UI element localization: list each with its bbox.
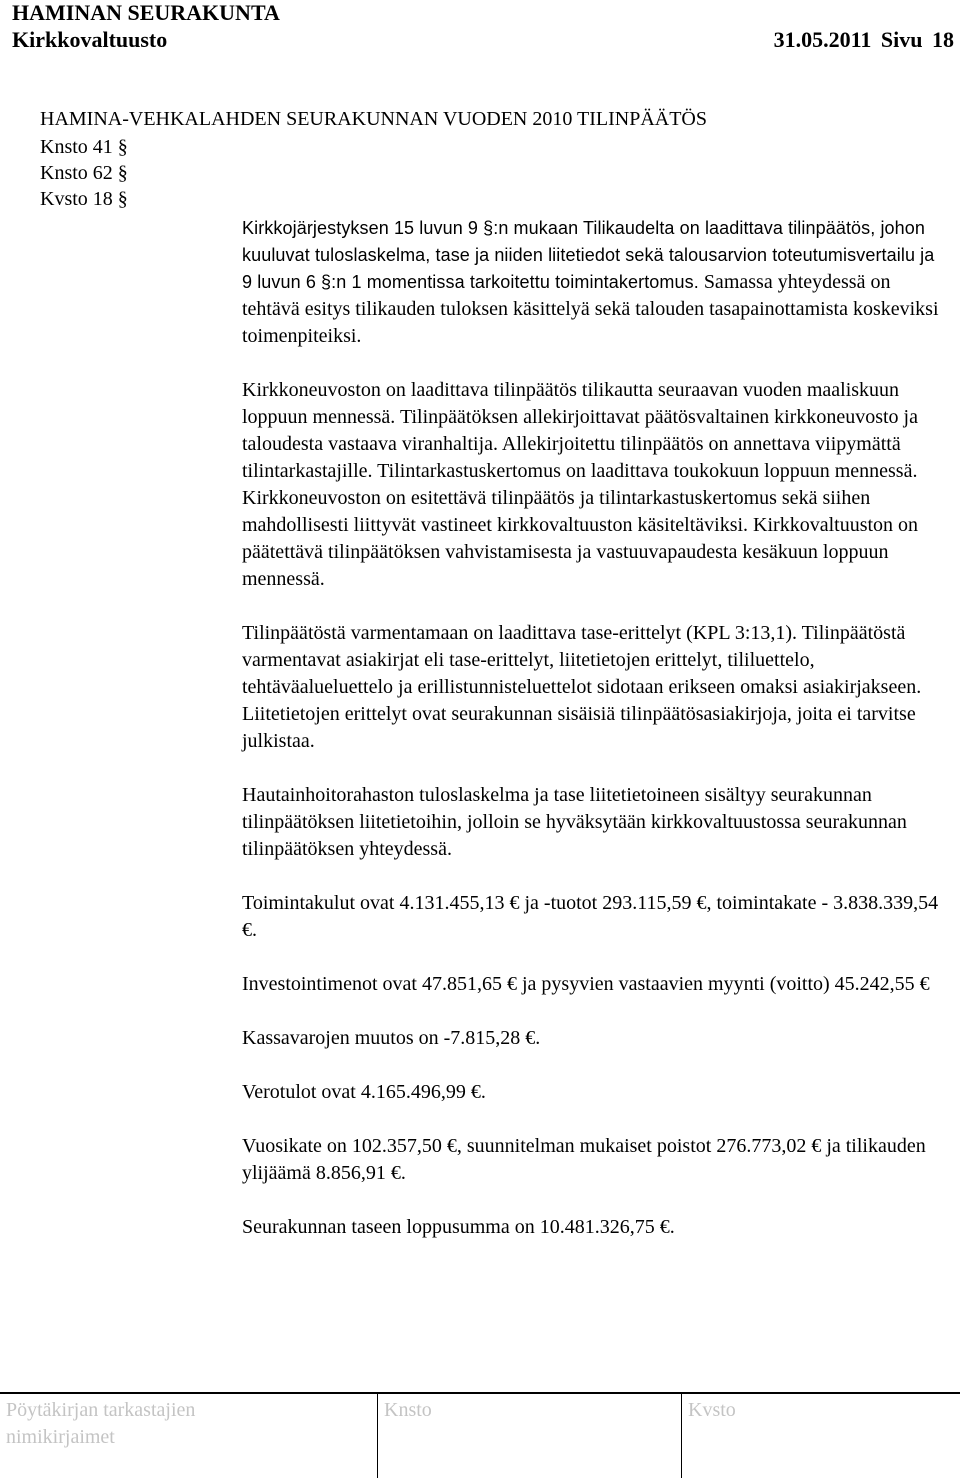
paragraph-legal-basis-text: Kirkkojärjestyksen 15 luvun 9 §:n mukaan Tilikaudelta on laadittava tilinpäätös, johon kuuluvat tuloslaskelma, tase ja niiden liitetiedot sekä talousarvion toteutumisvertailu ja 9 luvun 6 §:n 1 momentissa tarkoitettu toimintakertomus. (242, 218, 935, 292)
date-page (774, 26, 954, 54)
reference-knsto-62: Knsto 62 § (40, 162, 128, 184)
section-title: HAMINA-VEHKALAHDEN SEURAKUNNAN VUODEN 2010 TILINPÄÄTÖS (40, 108, 708, 130)
paragraph-investments: Investointimenot ovat 47.851,65 € ja pysyvien vastaavien myynti (voitto) 45.242,55 € (242, 973, 930, 995)
paragraph-schedule: Kirkkoneuvoston on laadittava tilinpäätös tilikautta seuraavan vuoden maaliskuun loppuun mennessä. Tilinpäätöksen allekirjoittavat päätösvaltainen kirkkoneuvosto ja taloudesta vastaava viranhaltija. Allekirjoitettu tilinpäätös on annettava viipymättä tilintarkastajille. Tilintarkastuskertomus on laadittava toukokuun loppuun mennessä. Kirkkoneuvoston on esitettävä tilinpäätös ja tilintarkastuskertomus sekä siihen mahdollisesti liittyvät vastineet kirkkovaltuuston käsiteltäviksi. Kirkkovaltuuston on päätettävä tilinpäätöksen vahvistamisesta ja vastuuvapaudesta kesäkuun loppuun mennessä. (242, 379, 919, 590)
organization-name: HAMINAN SEURAKUNTA (12, 0, 280, 25)
paragraph-cemetery-fund: Hautainhoitorahaston tuloslaskelma ja tase liitetietoineen sisältyy seurakunnan tilinpäätöksen liitetietoihin, jolloin se hyväksytään kirkkovaltuustossa seurakunnan tilinpäätöksen yhteydessä. (242, 784, 907, 860)
paragraph-annual-margin: Vuosikate on 102.357,50 €, suunnitelman mukaiset poistot 276.773,02 € ja tilikauden ylijäämä 8.856,91 €. (242, 1135, 926, 1184)
meeting-date: 31.05.2011 (773, 27, 872, 52)
section-references (40, 134, 128, 212)
paragraph-operating-costs: Toimintakulut ovat 4.131.455,13 € ja -tuotot 293.115,59 €, toimintakate - 3.838.339,54 €. (242, 892, 939, 941)
paragraph-cash-change: Kassavarojen muutos on -7.815,28 €. (242, 1027, 541, 1049)
paragraph-legal-basis (242, 215, 948, 350)
document-body (242, 215, 948, 1268)
reference-kvsto-18: Kvsto 18 § (40, 188, 128, 210)
paragraph-balance-total: Seurakunnan taseen loppusumma on 10.481.326,75 €. (242, 1216, 675, 1238)
paragraph-verification: Tilinpäätöstä varmentamaan on laadittava tase-erittelyt (KPL 3:13,1). Tilinpäätöstä varmentavat asiakirjat eli tase-erittelyt, liitetietojen erittelyt, tililuettelo, tehtäväalueluettelo ja erillistunnisteluettelot sidotaan erikseen omaksi asiakirjakseen. Liitetietojen erittelyt ovat seurakunnan sisäisiä tilinpäätösasiakirjoja, joita ei tarvitse julkistaa. (242, 622, 922, 752)
reference-knsto-41: Knsto 41 § (40, 136, 128, 158)
paragraph-legal-basis-tail: Samassa yhteydessä on tehtävä esitys tilikauden tuloksen käsittelyä sekä talouden tasapainottamista koskeviksi toimenpiteiksi. (242, 271, 939, 347)
footer-knsto: Knsto (384, 1399, 432, 1421)
body-name: Kirkkovaltuusto (12, 27, 168, 52)
paragraph-tax-revenue: Verotulot ovat 4.165.496,99 €. (242, 1081, 486, 1103)
page-number: Sivu 18 (880, 27, 954, 52)
footer-kvsto: Kvsto (688, 1399, 736, 1421)
footer-label: Pöytäkirjan tarkastajien nimikirjaimet (6, 1399, 196, 1448)
